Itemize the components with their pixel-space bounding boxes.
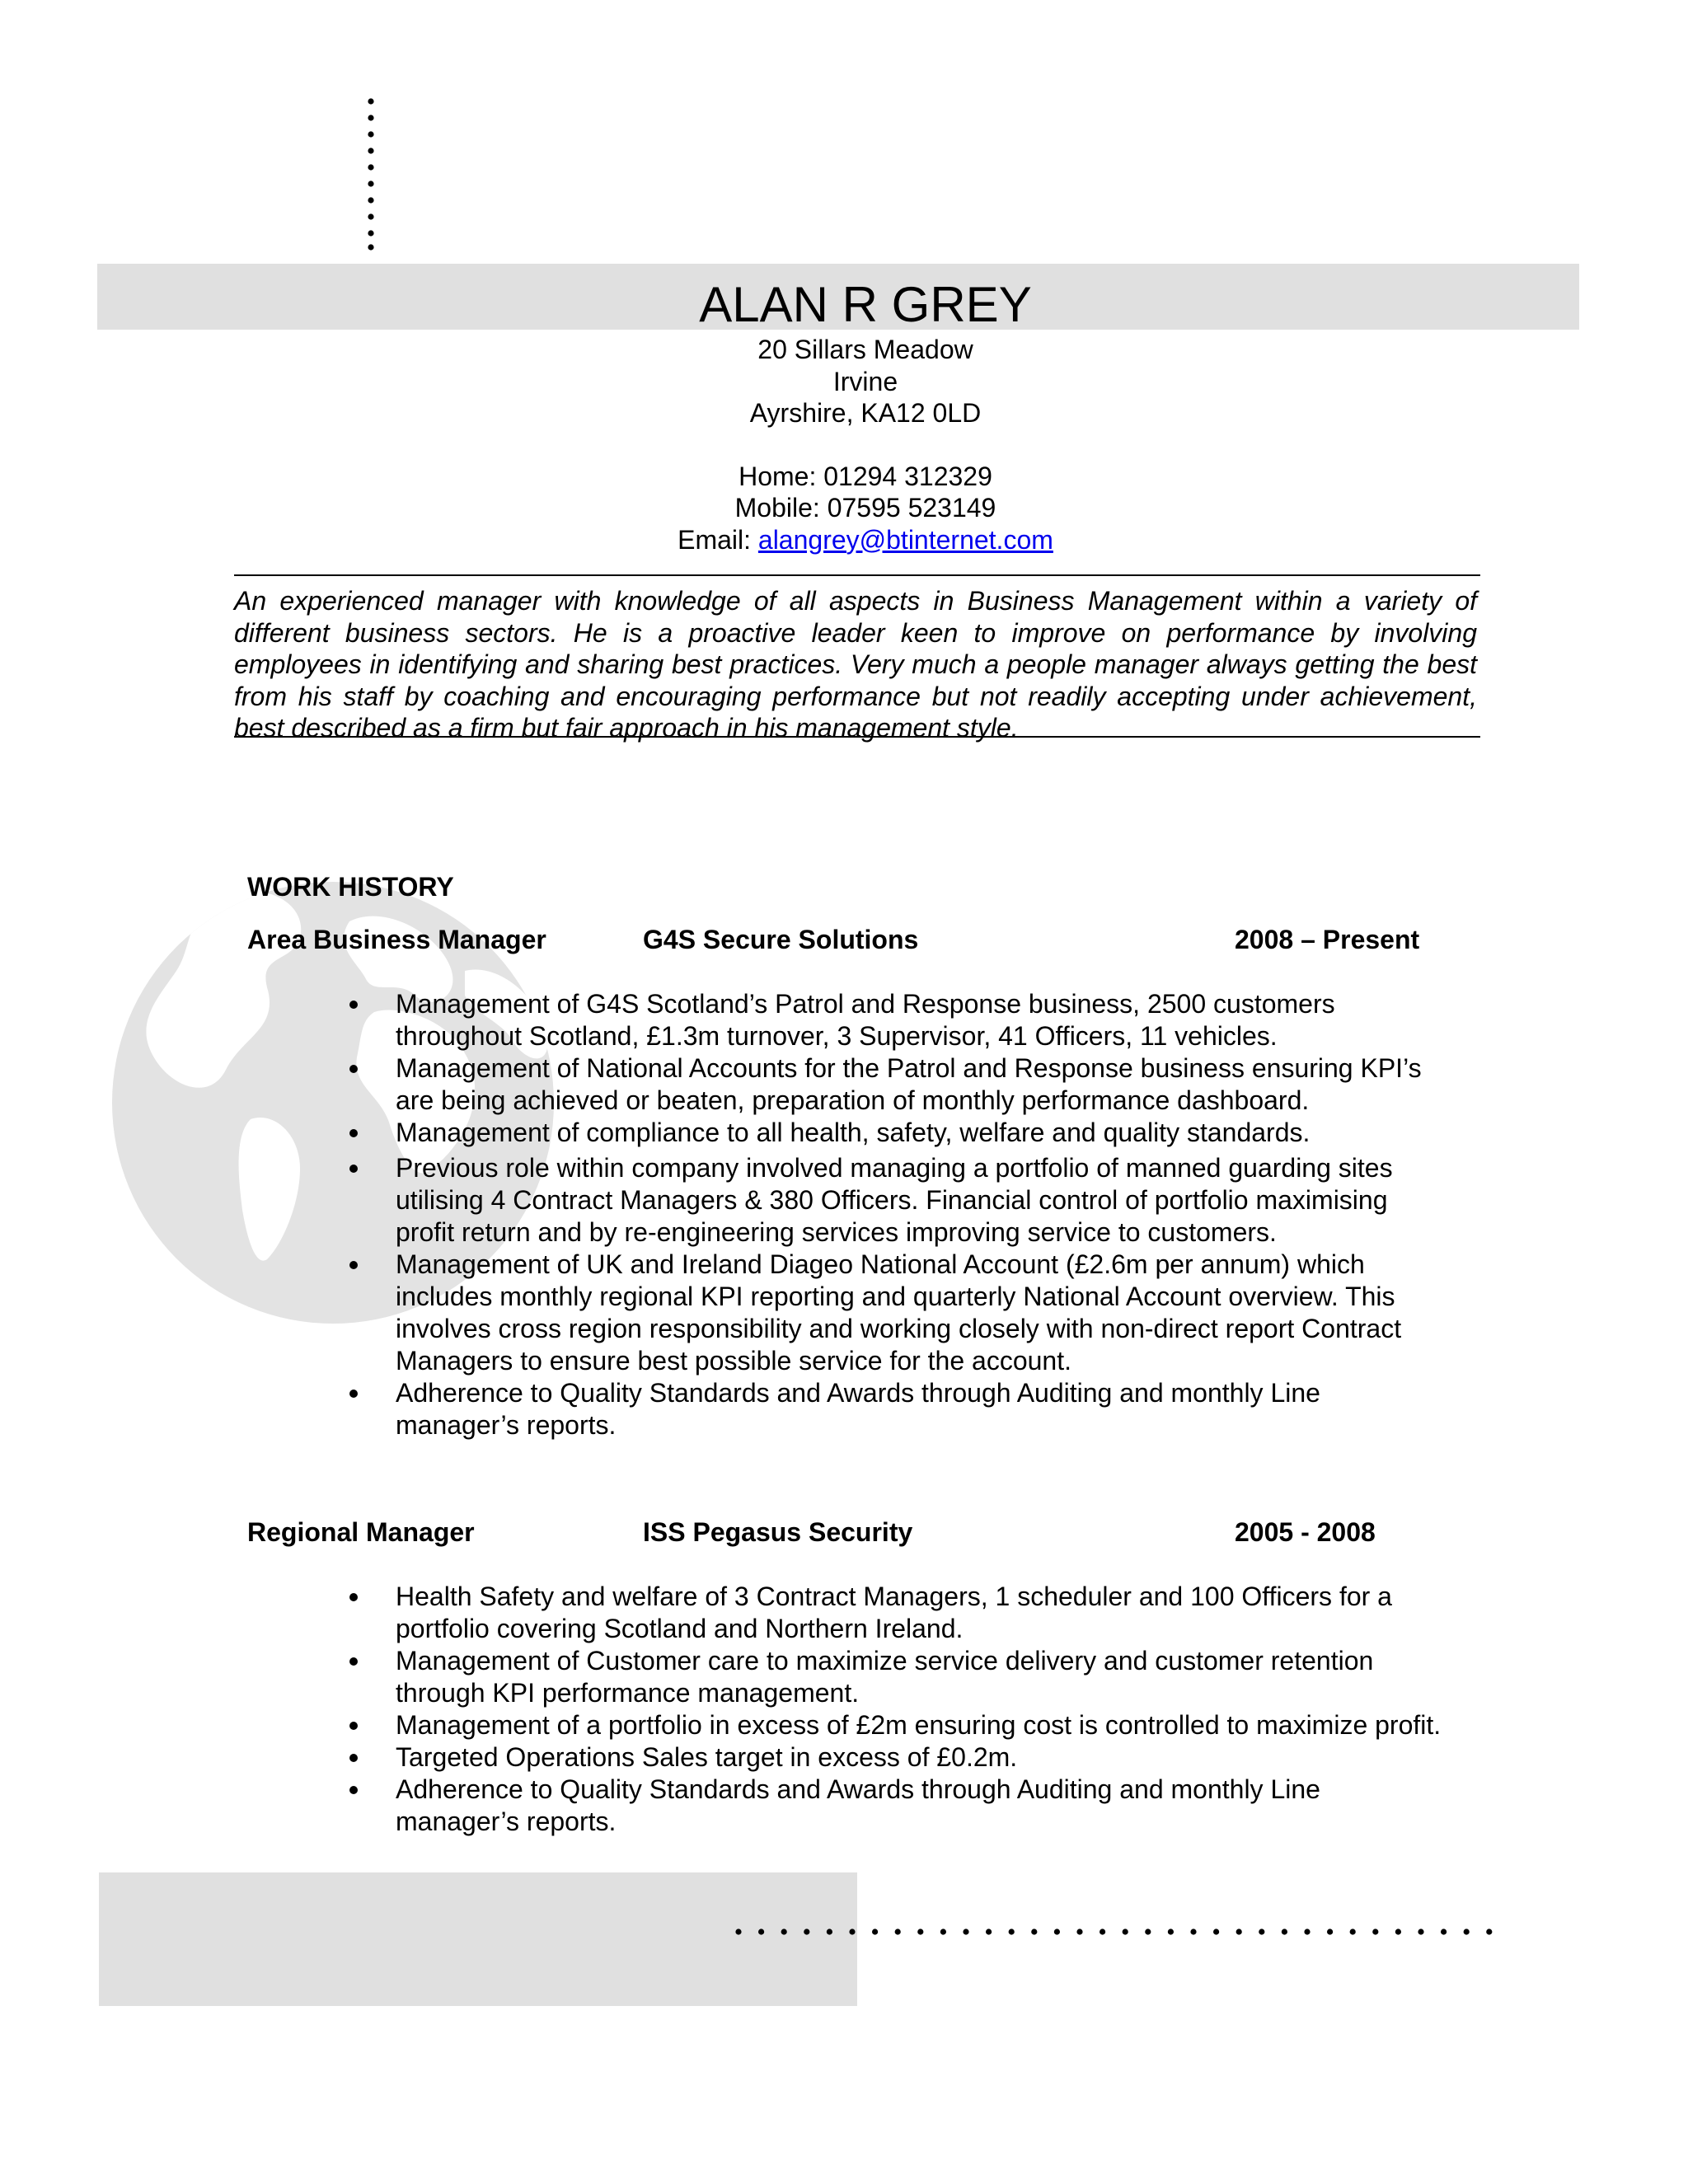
bullet-text: Health Safety and welfare of 3 Contract Managers, 1 scheduler and 100 Officers for a portfolio covering Scotland and Northern Ireland.	[396, 1582, 1392, 1643]
address-line-1: 20 Sillars Meadow	[757, 335, 973, 364]
horizontal-dots-decoration	[734, 1925, 1500, 1938]
decorative-dot	[1464, 1929, 1470, 1934]
candidate-name: ALAN R GREY	[699, 277, 1032, 332]
email-label: Email:	[678, 524, 758, 555]
email-link[interactable]: alangrey@btinternet.com	[757, 524, 1053, 555]
bullet-icon	[349, 1261, 358, 1269]
decorative-dot	[1304, 1929, 1310, 1934]
address-line-2: Irvine	[832, 366, 898, 396]
decorative-dot	[1395, 1929, 1401, 1934]
vertical-dots-decoration	[365, 97, 377, 251]
contact-block	[0, 334, 1688, 555]
bullet-text: Management of National Accounts for the Patrol and Response business ensuring KPI’s are being achieved or beaten, preparation of monthly performance dashboard.	[396, 1053, 1422, 1115]
summary-bottom-rule	[234, 736, 1480, 738]
decorative-dot	[917, 1929, 923, 1934]
decorative-dot	[986, 1929, 992, 1934]
list-item	[346, 1741, 1451, 1774]
work-history-heading: WORK HISTORY	[247, 872, 454, 902]
decorative-dot	[1031, 1929, 1037, 1934]
decorative-dot	[1100, 1929, 1105, 1934]
bullet-text: Management of a portfolio in excess of £2m ensuring cost is controlled to maximize profit.	[396, 1710, 1442, 1740]
decorative-dot	[827, 1929, 832, 1934]
decorative-dot	[781, 1929, 787, 1934]
decorative-dot	[1213, 1929, 1219, 1934]
list-item	[346, 1645, 1451, 1709]
decorative-dot	[1441, 1929, 1447, 1934]
bullet-icon	[349, 1593, 358, 1601]
decorative-dot	[895, 1929, 901, 1934]
list-item	[346, 1774, 1451, 1838]
decorative-dot	[758, 1929, 764, 1934]
bullet-text: Management of UK and Ireland Diageo National Account (£2.6m per annum) which includes monthly regional KPI reporting and quarterly National Account overview. This involves cross region responsibility and working closely with non-direct report Contract Managers to ensure best possible service for the account.	[396, 1249, 1402, 1376]
decorative-dot	[872, 1929, 878, 1934]
job-company: ISS Pegasus Security	[643, 1517, 913, 1547]
list-item	[346, 1152, 1451, 1249]
job-bullets	[346, 988, 1451, 1441]
bullet-icon	[349, 1165, 358, 1173]
decorative-dot	[963, 1929, 968, 1934]
job-company: G4S Secure Solutions	[643, 925, 919, 954]
decorative-dot	[804, 1929, 809, 1934]
job-header	[247, 1516, 1484, 1548]
decorative-dot	[849, 1929, 855, 1934]
decorative-dot	[1282, 1929, 1287, 1934]
decorative-dot	[1123, 1929, 1128, 1934]
job-dates: 2008 – Present	[1235, 925, 1420, 954]
decorative-dot	[940, 1929, 946, 1934]
decorative-dot	[1236, 1929, 1242, 1934]
footer-band	[99, 1872, 857, 2006]
bullet-text: Management of G4S Scotland’s Patrol and Response business, 2500 customers throughout Scotland, £1.3m turnover, 3 Supervisor, 41 Officers, 11 vehicles.	[396, 989, 1335, 1051]
bullet-icon	[349, 1065, 358, 1073]
email-line	[0, 524, 1688, 556]
bullet-icon	[349, 1786, 358, 1794]
list-item	[346, 1581, 1451, 1645]
summary-top-rule	[234, 574, 1480, 576]
list-item	[346, 1117, 1451, 1149]
decorative-dot	[1372, 1929, 1378, 1934]
bullet-icon	[349, 1754, 358, 1762]
list-item	[346, 1377, 1451, 1441]
list-item	[346, 1709, 1451, 1741]
job-bullets	[346, 1581, 1451, 1838]
bullet-icon	[349, 1390, 358, 1398]
decorative-dot	[1009, 1929, 1015, 1934]
decorative-dot	[1486, 1929, 1492, 1934]
decorative-dot	[1327, 1929, 1333, 1934]
profile-summary: An experienced manager with knowledge of all aspects in Business Management within a variety of different business sectors. He is a proactive leader keen to improve on performance by involving employees in identifying and sharing best practices. Very much a people manager always getting the best from his staff by coaching and encouraging performance but not readily accepting under achievement, best described as a firm but fair approach in his management style.	[234, 586, 1477, 743]
decorative-dot	[1418, 1929, 1423, 1934]
job-dates: 2005 - 2008	[1235, 1517, 1376, 1547]
decorative-dot	[1190, 1929, 1196, 1934]
bullet-text: Targeted Operations Sales target in excess of £0.2m.	[396, 1742, 1018, 1772]
bullet-icon	[349, 1001, 358, 1009]
decorative-dot	[1076, 1929, 1082, 1934]
bullet-icon	[349, 1129, 358, 1137]
bullet-text: Adherence to Quality Standards and Awards through Auditing and monthly Line manager’s reports.	[396, 1378, 1320, 1440]
mobile-phone: Mobile: 07595 523149	[734, 493, 996, 523]
list-item	[346, 1249, 1451, 1377]
bullet-text: Management of compliance to all health, safety, welfare and quality standards.	[396, 1118, 1311, 1147]
decorative-dot	[1168, 1929, 1174, 1934]
decorative-dot	[1259, 1929, 1264, 1934]
list-item	[346, 1052, 1451, 1117]
bullet-text: Adherence to Quality Standards and Awards through Auditing and monthly Line manager’s reports.	[396, 1774, 1320, 1836]
home-phone: Home: 01294 312329	[738, 461, 992, 491]
address-line-3: Ayrshire, KA12 0LD	[749, 398, 982, 428]
job-title: Regional Manager	[247, 1517, 475, 1547]
decorative-dot	[1054, 1929, 1060, 1934]
bullet-icon	[349, 1722, 358, 1730]
list-item	[346, 988, 1451, 1052]
bullet-text: Previous role within company involved managing a portfolio of manned guarding sites utilising 4 Contract Managers & 380 Officers. Financial control of portfolio maximising profit return and by re-engineering services improving service to customers.	[396, 1153, 1393, 1247]
decorative-dot	[1145, 1929, 1151, 1934]
bullet-icon	[349, 1657, 358, 1666]
decorative-dot	[1350, 1929, 1356, 1934]
decorative-dot	[735, 1929, 741, 1934]
job-header	[247, 924, 1484, 955]
job-title: Area Business Manager	[247, 925, 546, 954]
bullet-text: Management of Customer care to maximize service delivery and customer retention through KPI performance management.	[396, 1646, 1374, 1708]
